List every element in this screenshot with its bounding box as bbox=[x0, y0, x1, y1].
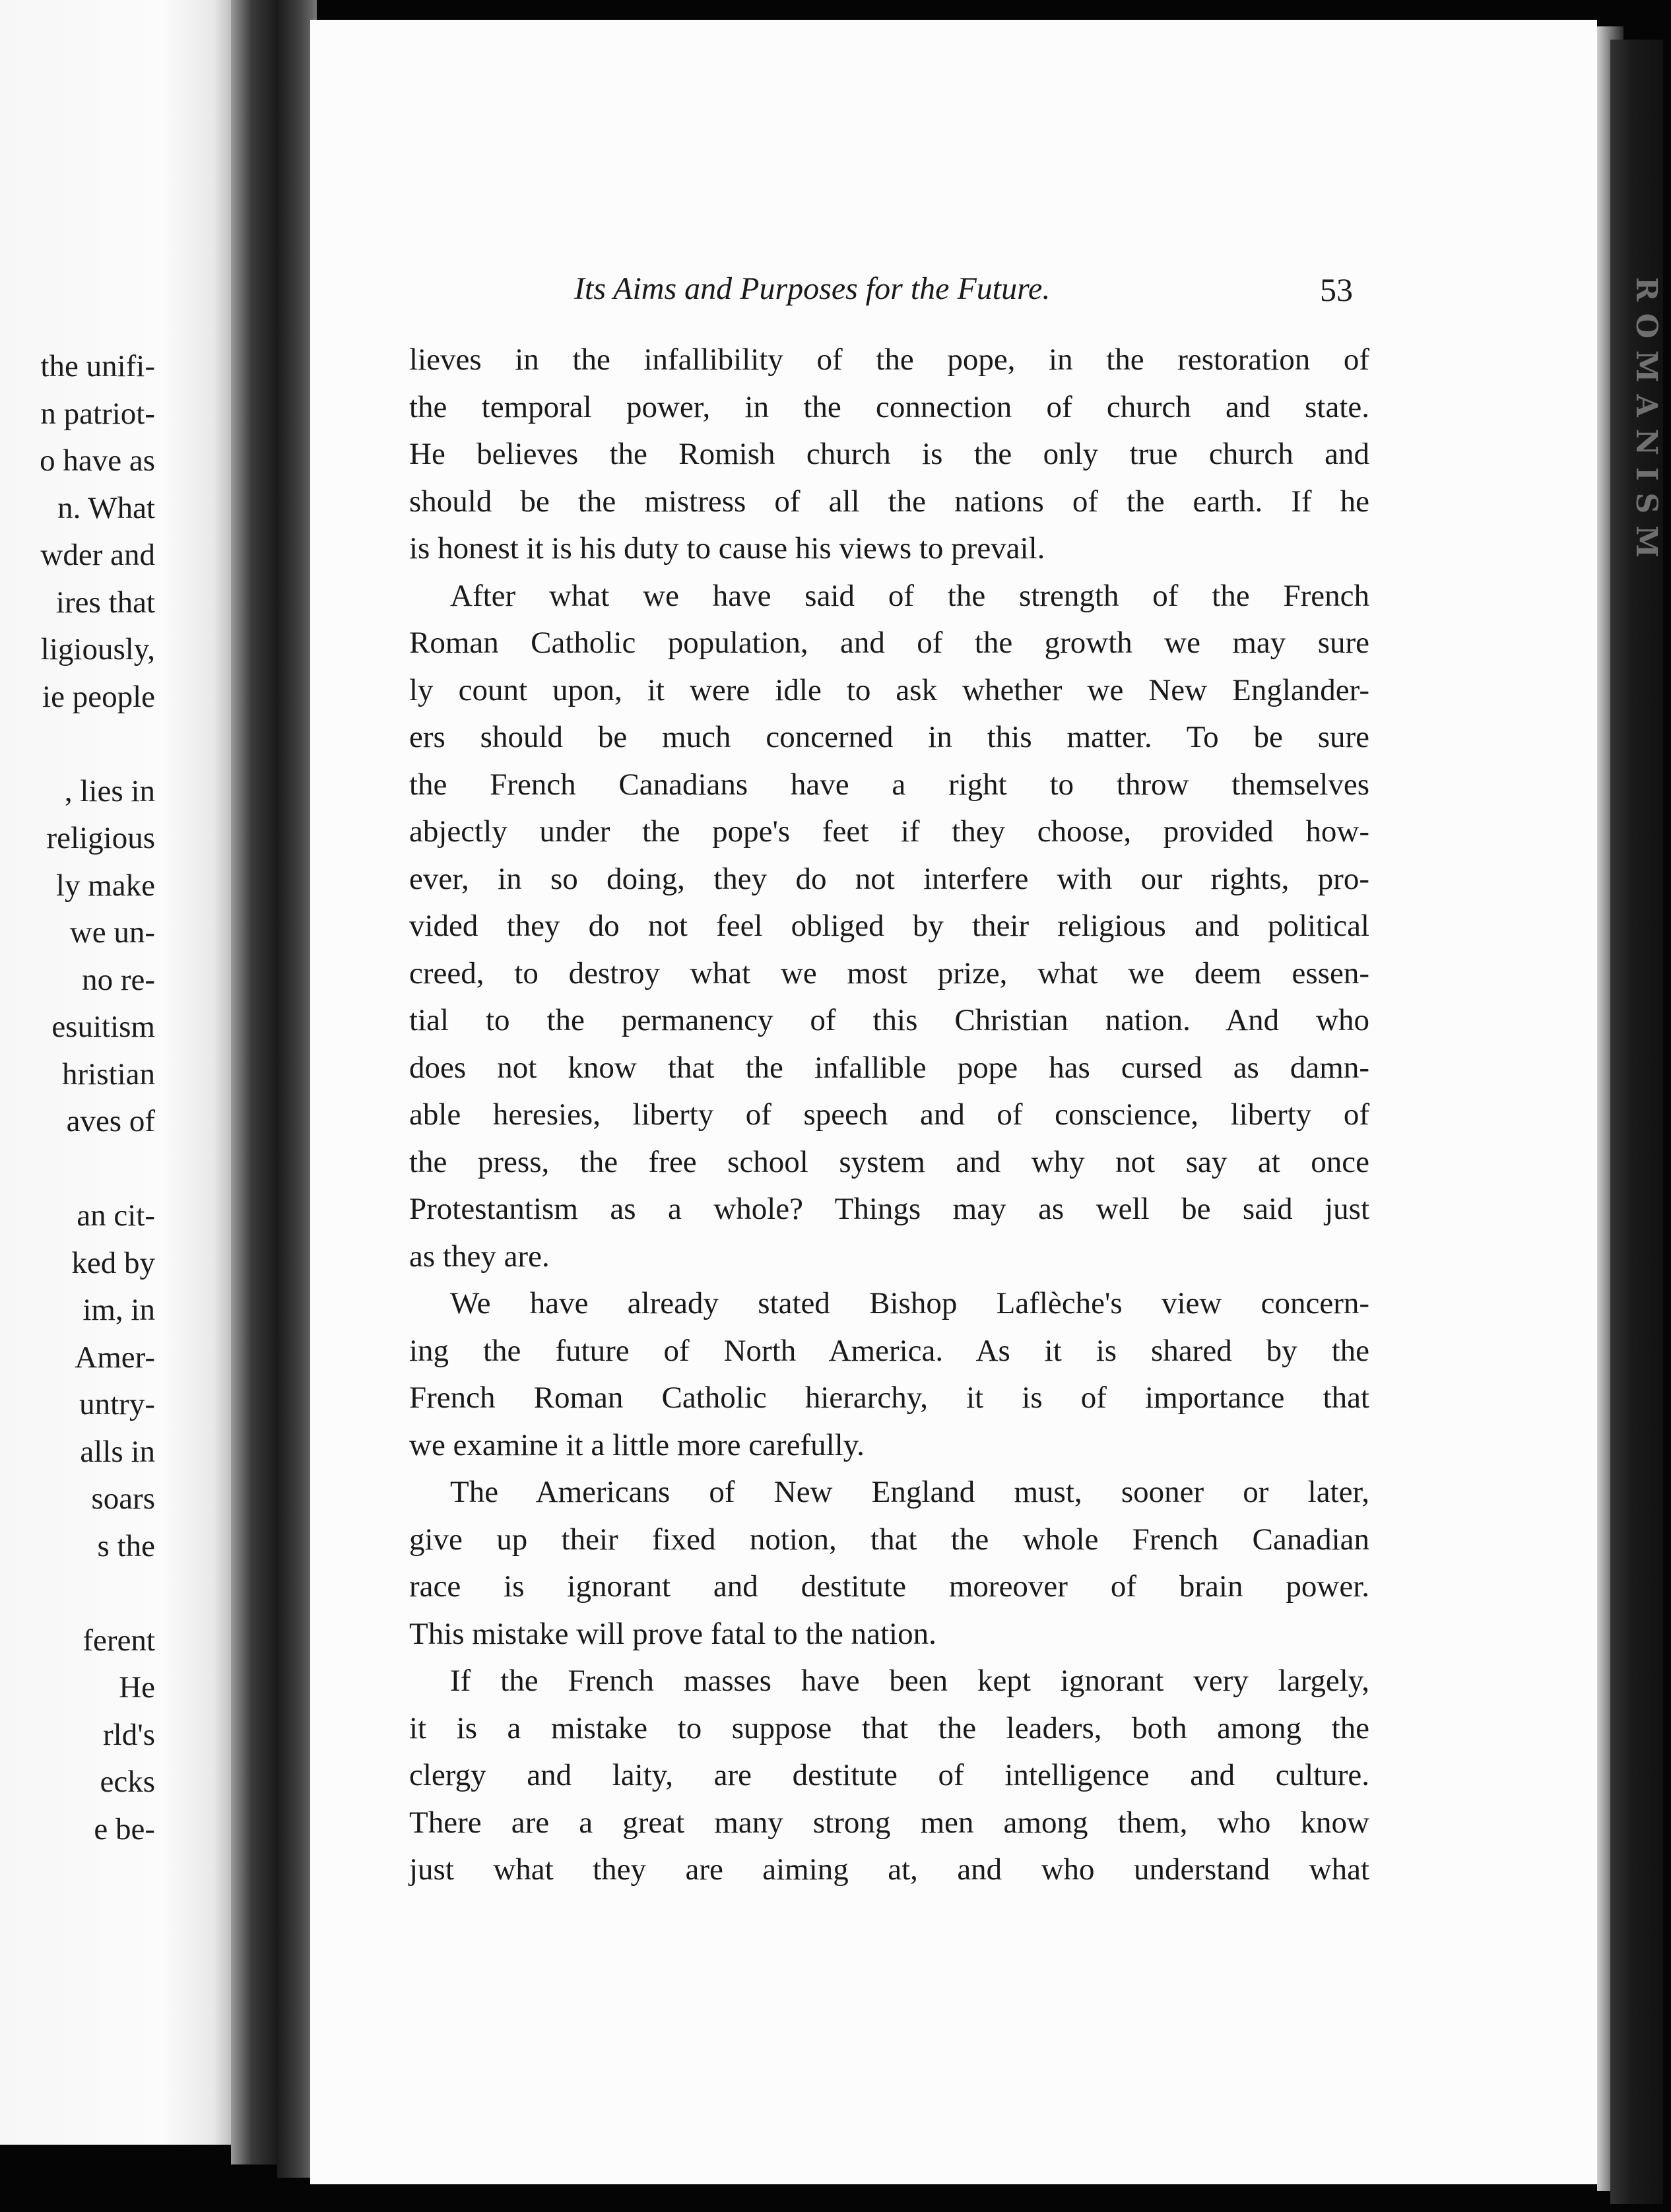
left-page-line: aves of bbox=[66, 1104, 155, 1138]
left-page-line: esuitism bbox=[51, 1010, 155, 1044]
left-page-line: s the bbox=[97, 1528, 155, 1563]
left-page-gap bbox=[0, 1146, 224, 1193]
text-line: should be the mistress of all the nations of the earth. If he bbox=[409, 484, 1369, 519]
text-line: ever, in so doing, they do not interfere with our rights, pro- bbox=[409, 861, 1369, 896]
text-line: This mistake will prove fatal to the nation. bbox=[409, 1616, 936, 1651]
left-page-line: alls in bbox=[80, 1434, 155, 1469]
left-page-line: ferent bbox=[82, 1623, 155, 1658]
text-line: abjectly under the pope's feet if they choose, provided how- bbox=[409, 814, 1369, 849]
text-line: ing the future of North America. As it is shared by the bbox=[409, 1333, 1369, 1368]
text-line: If the French masses have been kept ignorant very largely, bbox=[450, 1664, 1369, 1698]
left-page-line: n patriot- bbox=[40, 396, 155, 431]
left-page-line: we un- bbox=[69, 915, 155, 950]
text-line: race is ignorant and destitute moreover of brain power. bbox=[409, 1569, 1369, 1604]
left-page-line: o have as bbox=[40, 443, 155, 478]
left-page-line: im, in bbox=[82, 1293, 155, 1327]
left-page-line: ligiously, bbox=[40, 632, 155, 667]
text-line: ly count upon, it were idle to ask whether we New Englander- bbox=[409, 672, 1369, 707]
left-page-line: untry- bbox=[79, 1387, 155, 1421]
paragraph bbox=[409, 1280, 1369, 1469]
text-line: the press, the free school system and why not say at once bbox=[409, 1144, 1369, 1179]
text-line: the temporal power, in the connection of church and state. bbox=[409, 389, 1369, 424]
running-head: Its Aims and Purposes for the Future. bbox=[574, 271, 1051, 306]
text-line: as they are. bbox=[409, 1239, 550, 1274]
text-line: the French Canadians have a right to throw themselves bbox=[409, 767, 1369, 802]
text-line: After what we have said of the strength of the French bbox=[450, 578, 1369, 613]
text-line: give up their fixed notion, that the whole French Canadian bbox=[409, 1522, 1369, 1557]
text-line: clergy and laity, are destitute of intelligence and culture. bbox=[409, 1758, 1369, 1792]
left-page-line: He bbox=[119, 1670, 155, 1705]
text-line: does not know that the infallible pope has cursed as damn- bbox=[409, 1050, 1369, 1085]
text-line: vided they do not feel obliged by their religious and political bbox=[409, 909, 1369, 943]
text-line: is honest it is his duty to cause his views to prevail. bbox=[409, 531, 1045, 566]
left-page-line: ie people bbox=[42, 679, 155, 714]
text-line: lieves in the infallibility of the pope, in the restoration of bbox=[409, 342, 1369, 377]
paragraph bbox=[409, 1658, 1369, 1894]
left-page-line: soars bbox=[91, 1481, 155, 1516]
paragraph bbox=[409, 337, 1369, 573]
page-header bbox=[574, 271, 1366, 317]
text-line: tial to the permanency of this Christian nation. And who bbox=[409, 1003, 1369, 1037]
text-line: it is a mistake to suppose that the leaders, both among the bbox=[409, 1710, 1369, 1745]
page-number: 53 bbox=[1320, 271, 1353, 308]
left-page-line: the unifi- bbox=[40, 349, 155, 383]
text-line: we examine it a little more carefully. bbox=[409, 1427, 865, 1462]
text-line: creed, to destroy what we most prize, what we deem essen- bbox=[409, 956, 1369, 991]
text-line: There are a great many strong men among them, who know bbox=[409, 1805, 1369, 1840]
left-page-line: rld's bbox=[103, 1717, 155, 1752]
spine-lettering: ROMANISM bbox=[1629, 277, 1663, 570]
paragraph bbox=[409, 1469, 1369, 1658]
text-line: The Americans of New England must, sooner or later, bbox=[450, 1475, 1369, 1509]
body-text bbox=[409, 337, 1369, 1894]
text-line: Roman Catholic population, and of the growth we may sure bbox=[409, 626, 1369, 660]
left-page-line: ires that bbox=[55, 585, 155, 620]
left-page-line: , lies in bbox=[64, 773, 155, 808]
left-page-line: an cit- bbox=[77, 1198, 155, 1233]
text-line: just what they are aiming at, and who understand what bbox=[409, 1852, 1369, 1887]
text-line: Protestantism as a whole? Things may as well be said just bbox=[409, 1192, 1369, 1226]
left-page-line: wder and bbox=[40, 538, 155, 572]
text-line: We have already stated Bishop Laflèche's view concern- bbox=[450, 1286, 1369, 1320]
text-line: ers should be much concerned in this matter. To be sure bbox=[409, 720, 1369, 754]
left-page-line: no re- bbox=[82, 962, 155, 997]
text-line: French Roman Catholic hierarchy, it is of importance that bbox=[409, 1381, 1369, 1415]
left-page-gap bbox=[0, 721, 224, 768]
left-page-line: Amer- bbox=[75, 1340, 155, 1375]
left-page-line: n. What bbox=[57, 490, 155, 525]
left-page-line: religious bbox=[46, 821, 155, 855]
left-page-gap bbox=[0, 1570, 224, 1617]
left-page-line: ecks bbox=[100, 1765, 155, 1799]
left-page-line: e be- bbox=[94, 1811, 155, 1846]
left-page-line: hristian bbox=[62, 1057, 155, 1091]
paragraph bbox=[409, 573, 1369, 1281]
left-page-line: ked by bbox=[71, 1245, 155, 1280]
text-line: able heresies, liberty of speech and of conscience, liberty of bbox=[409, 1097, 1369, 1132]
left-page-edge-shadow bbox=[231, 0, 277, 2164]
left-page-text bbox=[0, 343, 224, 1853]
text-line: He believes the Romish church is the only true church and bbox=[409, 437, 1369, 471]
left-page-line: ly make bbox=[55, 868, 155, 903]
